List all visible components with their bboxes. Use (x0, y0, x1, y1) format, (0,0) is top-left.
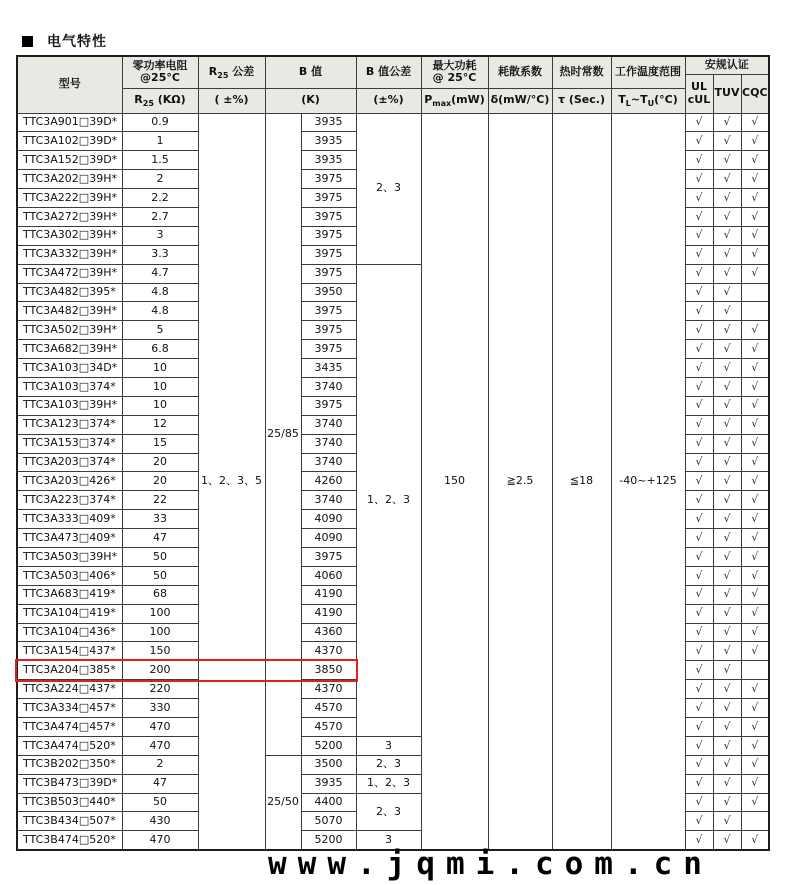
dissipation-cell: ≧2.5 (488, 113, 552, 850)
b-value-cell: 3740 (301, 453, 356, 472)
b-value-cell: 4570 (301, 718, 356, 737)
b-value-cell: 3975 (301, 226, 356, 245)
table-body (17, 113, 769, 850)
header-b-tolerance: B 值公差 (356, 56, 421, 88)
cert-ul-cell: √ (685, 566, 713, 585)
r25-value-cell: 2.7 (122, 207, 198, 226)
cert-ul-cell: √ (685, 151, 713, 170)
b-value-cell: 3935 (301, 113, 356, 132)
header-safety-certification: 安规认证 (685, 56, 769, 74)
b-value-cell: 3975 (301, 245, 356, 264)
model-cell: TTC3A334□457* (17, 699, 122, 718)
cert-cqc-cell: √ (741, 472, 769, 491)
model-cell: TTC3A153□374* (17, 434, 122, 453)
model-cell: TTC3A103□34D* (17, 359, 122, 378)
cert-tuv-cell: √ (713, 472, 741, 491)
cert-ul-cell: √ (685, 132, 713, 151)
cert-cqc-cell: √ (741, 604, 769, 623)
b-ref-temp-cell: 25/85 (265, 113, 301, 755)
table-header (17, 56, 769, 113)
cert-ul-cell: √ (685, 283, 713, 302)
model-cell: TTC3A103□374* (17, 377, 122, 396)
cert-ul-cell: √ (685, 510, 713, 529)
b-value-cell: 5200 (301, 736, 356, 755)
b-value-cell: 3740 (301, 377, 356, 396)
cert-tuv-cell: √ (713, 396, 741, 415)
model-cell: TTC3A482□39H* (17, 302, 122, 321)
r25-value-cell: 10 (122, 377, 198, 396)
cert-cqc-cell: √ (741, 566, 769, 585)
model-cell: TTC3B474□520* (17, 831, 122, 850)
header-pmax-unit: $P_{max}(mW)$ (421, 88, 488, 113)
model-cell: TTC3A473□409* (17, 529, 122, 548)
cert-ul-cell: √ (685, 661, 713, 680)
cert-tuv-cell: √ (713, 831, 741, 850)
cert-cqc-cell: √ (741, 264, 769, 283)
header-b-unit: (K) (265, 88, 356, 113)
cert-tuv-cell: √ (713, 207, 741, 226)
cert-cqc-cell: √ (741, 736, 769, 755)
model-cell: TTC3A474□457* (17, 718, 122, 737)
b-value-cell: 4400 (301, 793, 356, 812)
cert-tuv-cell: √ (713, 736, 741, 755)
r25-value-cell: 47 (122, 774, 198, 793)
cert-cqc-cell: √ (741, 321, 769, 340)
cert-cqc-cell: √ (741, 831, 769, 850)
cert-tuv-cell: √ (713, 359, 741, 378)
b-value-cell: 3975 (301, 189, 356, 208)
b-tolerance-cell: 1、2、3 (356, 774, 421, 793)
cert-cqc-cell: √ (741, 207, 769, 226)
cert-tuv-cell: √ (713, 113, 741, 132)
cert-tuv-cell: √ (713, 585, 741, 604)
r25-value-cell: 22 (122, 491, 198, 510)
cert-cqc-cell: √ (741, 585, 769, 604)
cert-ul-cell: √ (685, 472, 713, 491)
r25-value-cell: 200 (122, 661, 198, 680)
cert-ul-cell: √ (685, 529, 713, 548)
page-title: 电气特性 (47, 34, 107, 50)
section-title (22, 31, 107, 51)
r25-value-cell: 47 (122, 529, 198, 548)
b-value-cell: 3975 (301, 302, 356, 321)
model-cell: TTC3A683□419* (17, 585, 122, 604)
header-b-value: B 值 (265, 56, 356, 88)
cert-tuv-cell: √ (713, 377, 741, 396)
header-b-tolerance-unit: (±%) (356, 88, 421, 113)
r25-value-cell: 2 (122, 755, 198, 774)
table-row (17, 113, 769, 132)
cert-tuv-cell: √ (713, 566, 741, 585)
cert-cqc-cell: √ (741, 226, 769, 245)
r25-value-cell: 220 (122, 680, 198, 699)
model-cell: TTC3A472□39H* (17, 264, 122, 283)
model-cell: TTC3A224□437* (17, 680, 122, 699)
cert-tuv-cell: √ (713, 642, 741, 661)
b-tolerance-cell: 2、3 (356, 113, 421, 264)
r25-value-cell: 1 (122, 132, 198, 151)
cert-cqc-cell: √ (741, 170, 769, 189)
b-value-cell: 4370 (301, 680, 356, 699)
model-cell: TTC3A302□39H* (17, 226, 122, 245)
b-value-cell: 3740 (301, 415, 356, 434)
header-temp-unit: $T_L\sim T_U(^\circ C)$ (611, 88, 685, 113)
b-value-cell: 3950 (301, 283, 356, 302)
header-cqc: CQC (741, 74, 769, 113)
model-cell: TTC3A203□426* (17, 472, 122, 491)
model-cell: TTC3A333□409* (17, 510, 122, 529)
cert-tuv-cell: √ (713, 264, 741, 283)
cert-tuv-cell: √ (713, 604, 741, 623)
model-cell: TTC3A503□406* (17, 566, 122, 585)
temp-range-cell: -40~+125 (611, 113, 685, 850)
cert-cqc-cell: √ (741, 510, 769, 529)
cert-ul-cell: √ (685, 831, 713, 850)
cert-cqc-cell: √ (741, 415, 769, 434)
cert-ul-cell: √ (685, 207, 713, 226)
cert-tuv-cell: √ (713, 774, 741, 793)
cert-tuv-cell: √ (713, 340, 741, 359)
header-r25-tolerance-unit: ( ±%) (198, 88, 265, 113)
cert-tuv-cell: √ (713, 718, 741, 737)
header-tuv: TUV (713, 74, 741, 113)
cert-tuv-cell: √ (713, 434, 741, 453)
b-value-cell: 4260 (301, 472, 356, 491)
cert-tuv-cell: √ (713, 226, 741, 245)
model-cell: TTC3B503□440* (17, 793, 122, 812)
model-cell: TTC3A502□39H* (17, 321, 122, 340)
header-r25-unit: $R_{25}$ (KΩ) (122, 88, 198, 113)
cert-ul-cell: √ (685, 755, 713, 774)
model-cell: TTC3A104□436* (17, 623, 122, 642)
b-tolerance-cell: 2、3 (356, 755, 421, 774)
model-cell: TTC3A682□39H* (17, 340, 122, 359)
r25-value-cell: 6.8 (122, 340, 198, 359)
r25-value-cell: 4.7 (122, 264, 198, 283)
cert-ul-cell: √ (685, 434, 713, 453)
max-power-cell: 150 (421, 113, 488, 850)
header-operating-temp-range: 工作温度范围 (611, 56, 685, 88)
cert-ul-cell: √ (685, 340, 713, 359)
header-thermal-time-constant: 热时常数 (552, 56, 611, 88)
r25-value-cell: 150 (122, 642, 198, 661)
cert-cqc-cell (741, 661, 769, 680)
cert-ul-cell: √ (685, 453, 713, 472)
cert-ul-cell: √ (685, 245, 713, 264)
b-value-cell: 4090 (301, 510, 356, 529)
b-value-cell: 4190 (301, 604, 356, 623)
r25-value-cell: 15 (122, 434, 198, 453)
b-value-cell: 3975 (301, 170, 356, 189)
model-cell: TTC3A152□39D* (17, 151, 122, 170)
cert-tuv-cell: √ (713, 283, 741, 302)
b-tolerance-cell: 3 (356, 736, 421, 755)
b-value-cell: 3975 (301, 547, 356, 566)
header-dissipation-factor: 耗散系数 (488, 56, 552, 88)
cert-cqc-cell: √ (741, 396, 769, 415)
b-value-cell: 4060 (301, 566, 356, 585)
b-value-cell: 4370 (301, 642, 356, 661)
model-cell: TTC3A272□39H* (17, 207, 122, 226)
cert-tuv-cell: √ (713, 699, 741, 718)
model-cell: TTC3A503□39H* (17, 547, 122, 566)
r25-value-cell: 100 (122, 623, 198, 642)
model-cell: TTC3A104□419* (17, 604, 122, 623)
r25-value-cell: 50 (122, 793, 198, 812)
cert-cqc-cell: √ (741, 434, 769, 453)
model-cell: TTC3A482□395* (17, 283, 122, 302)
watermark: www.jqmi.com.cn (268, 846, 713, 882)
b-value-cell: 3850 (301, 661, 356, 680)
b-value-cell: 3935 (301, 774, 356, 793)
cert-ul-cell: √ (685, 680, 713, 699)
r25-value-cell: 68 (122, 585, 198, 604)
header-r25-tolerance: $R_{25}$ 公差 (198, 56, 265, 88)
cert-ul-cell: √ (685, 377, 713, 396)
cert-tuv-cell: √ (713, 491, 741, 510)
b-value-cell: 4090 (301, 529, 356, 548)
model-cell: TTC3A103□39H* (17, 396, 122, 415)
r25-value-cell: 0.9 (122, 113, 198, 132)
b-value-cell: 3975 (301, 321, 356, 340)
cert-ul-cell: √ (685, 359, 713, 378)
cert-tuv-cell: √ (713, 189, 741, 208)
r25-value-cell: 10 (122, 396, 198, 415)
model-cell: TTC3A222□39H* (17, 189, 122, 208)
cert-tuv-cell: √ (713, 151, 741, 170)
cert-cqc-cell: √ (741, 793, 769, 812)
r25-value-cell: 430 (122, 812, 198, 831)
cert-ul-cell: √ (685, 604, 713, 623)
cert-tuv-cell: √ (713, 245, 741, 264)
cert-cqc-cell (741, 302, 769, 321)
r25-value-cell: 470 (122, 736, 198, 755)
model-cell: TTC3B473□39D* (17, 774, 122, 793)
cert-ul-cell: √ (685, 113, 713, 132)
cert-ul-cell: √ (685, 699, 713, 718)
r25-tolerance-cell: 1、2、3、5 (198, 113, 265, 850)
cert-cqc-cell: √ (741, 547, 769, 566)
cert-ul-cell: √ (685, 491, 713, 510)
r25-value-cell: 20 (122, 472, 198, 491)
b-value-cell: 5200 (301, 831, 356, 850)
cert-ul-cell: √ (685, 547, 713, 566)
b-tolerance-cell: 1、2、3 (356, 264, 421, 736)
cert-tuv-cell: √ (713, 661, 741, 680)
cert-ul-cell: √ (685, 189, 713, 208)
cert-tuv-cell: √ (713, 812, 741, 831)
cert-cqc-cell: √ (741, 132, 769, 151)
b-value-cell: 3975 (301, 340, 356, 359)
spec-table (16, 55, 770, 851)
cert-tuv-cell: √ (713, 132, 741, 151)
cert-tuv-cell: √ (713, 547, 741, 566)
model-cell: TTC3A223□374* (17, 491, 122, 510)
header-ul-cul: UL cUL (685, 74, 713, 113)
b-value-cell: 3935 (301, 132, 356, 151)
cert-tuv-cell: √ (713, 170, 741, 189)
cert-ul-cell: √ (685, 264, 713, 283)
b-value-cell: 3975 (301, 396, 356, 415)
b-tolerance-cell: 2、3 (356, 793, 421, 831)
header-tau-unit: τ (Sec.) (552, 88, 611, 113)
cert-cqc-cell: √ (741, 245, 769, 264)
b-value-cell: 4360 (301, 623, 356, 642)
r25-value-cell: 2 (122, 170, 198, 189)
cert-cqc-cell: √ (741, 623, 769, 642)
model-cell: TTC3A123□374* (17, 415, 122, 434)
b-value-cell: 4190 (301, 585, 356, 604)
r25-value-cell: 4.8 (122, 302, 198, 321)
cert-cqc-cell: √ (741, 529, 769, 548)
r25-value-cell: 10 (122, 359, 198, 378)
model-cell: TTC3B202□350* (17, 755, 122, 774)
cert-cqc-cell: √ (741, 189, 769, 208)
model-cell: TTC3A154□437* (17, 642, 122, 661)
r25-value-cell: 470 (122, 718, 198, 737)
cert-ul-cell: √ (685, 321, 713, 340)
b-value-cell: 3975 (301, 207, 356, 226)
r25-value-cell: 5 (122, 321, 198, 340)
r25-value-cell: 4.8 (122, 283, 198, 302)
cert-cqc-cell: √ (741, 718, 769, 737)
r25-value-cell: 20 (122, 453, 198, 472)
model-cell: TTC3A474□520* (17, 736, 122, 755)
cert-ul-cell: √ (685, 736, 713, 755)
r25-value-cell: 470 (122, 831, 198, 850)
header-zero-power-resistance: 零功率电阻 @25°C (122, 56, 198, 88)
cert-tuv-cell: √ (713, 321, 741, 340)
header-model: 型号 (17, 56, 122, 113)
r25-value-cell: 33 (122, 510, 198, 529)
spec-table-wrap (16, 55, 770, 851)
cert-cqc-cell: √ (741, 491, 769, 510)
b-value-cell: 3975 (301, 264, 356, 283)
cert-ul-cell: √ (685, 170, 713, 189)
cert-tuv-cell: √ (713, 623, 741, 642)
b-value-cell: 3740 (301, 491, 356, 510)
b-value-cell: 3935 (301, 151, 356, 170)
thermal-time-cell: ≦18 (552, 113, 611, 850)
square-bullet-icon (22, 36, 33, 47)
model-cell: TTC3A332□39H* (17, 245, 122, 264)
cert-cqc-cell: √ (741, 774, 769, 793)
model-cell: TTC3A102□39D* (17, 132, 122, 151)
cert-cqc-cell (741, 812, 769, 831)
b-ref-temp-cell: 25/50 (265, 755, 301, 849)
model-cell: TTC3A901□39D* (17, 113, 122, 132)
cert-cqc-cell: √ (741, 359, 769, 378)
cert-tuv-cell: √ (713, 755, 741, 774)
cert-cqc-cell: √ (741, 151, 769, 170)
cert-tuv-cell: √ (713, 453, 741, 472)
cert-ul-cell: √ (685, 302, 713, 321)
cert-ul-cell: √ (685, 774, 713, 793)
cert-cqc-cell: √ (741, 755, 769, 774)
b-value-cell: 3740 (301, 434, 356, 453)
r25-value-cell: 50 (122, 547, 198, 566)
b-value-cell: 4570 (301, 699, 356, 718)
r25-value-cell: 50 (122, 566, 198, 585)
cert-cqc-cell: √ (741, 453, 769, 472)
cert-cqc-cell: √ (741, 113, 769, 132)
cert-cqc-cell: √ (741, 699, 769, 718)
cert-ul-cell: √ (685, 793, 713, 812)
cert-tuv-cell: √ (713, 510, 741, 529)
model-cell: TTC3B434□507* (17, 812, 122, 831)
r25-value-cell: 1.5 (122, 151, 198, 170)
r25-value-cell: 3.3 (122, 245, 198, 264)
model-cell: TTC3A202□39H* (17, 170, 122, 189)
cert-ul-cell: √ (685, 623, 713, 642)
cert-tuv-cell: √ (713, 302, 741, 321)
cert-tuv-cell: √ (713, 415, 741, 434)
r25-value-cell: 12 (122, 415, 198, 434)
model-cell: TTC3A203□374* (17, 453, 122, 472)
b-tolerance-cell: 3 (356, 831, 421, 850)
cert-ul-cell: √ (685, 812, 713, 831)
cert-ul-cell: √ (685, 226, 713, 245)
cert-tuv-cell: √ (713, 793, 741, 812)
cert-tuv-cell: √ (713, 529, 741, 548)
r25-value-cell: 2.2 (122, 189, 198, 208)
header-delta-unit: δ(mW/°C) (488, 88, 552, 113)
cert-ul-cell: √ (685, 718, 713, 737)
cert-cqc-cell: √ (741, 377, 769, 396)
cert-ul-cell: √ (685, 415, 713, 434)
cert-ul-cell: √ (685, 396, 713, 415)
cert-cqc-cell: √ (741, 680, 769, 699)
r25-value-cell: 3 (122, 226, 198, 245)
header-max-power: 最大功耗 @ 25°C (421, 56, 488, 88)
cert-tuv-cell: √ (713, 680, 741, 699)
cert-ul-cell: √ (685, 642, 713, 661)
r25-value-cell: 330 (122, 699, 198, 718)
cert-ul-cell: √ (685, 585, 713, 604)
b-value-cell: 5070 (301, 812, 356, 831)
model-cell: TTC3A204□385* (17, 661, 122, 680)
cert-cqc-cell: √ (741, 642, 769, 661)
b-value-cell: 3435 (301, 359, 356, 378)
r25-value-cell: 100 (122, 604, 198, 623)
cert-cqc-cell: √ (741, 340, 769, 359)
b-value-cell: 3500 (301, 755, 356, 774)
cert-cqc-cell (741, 283, 769, 302)
